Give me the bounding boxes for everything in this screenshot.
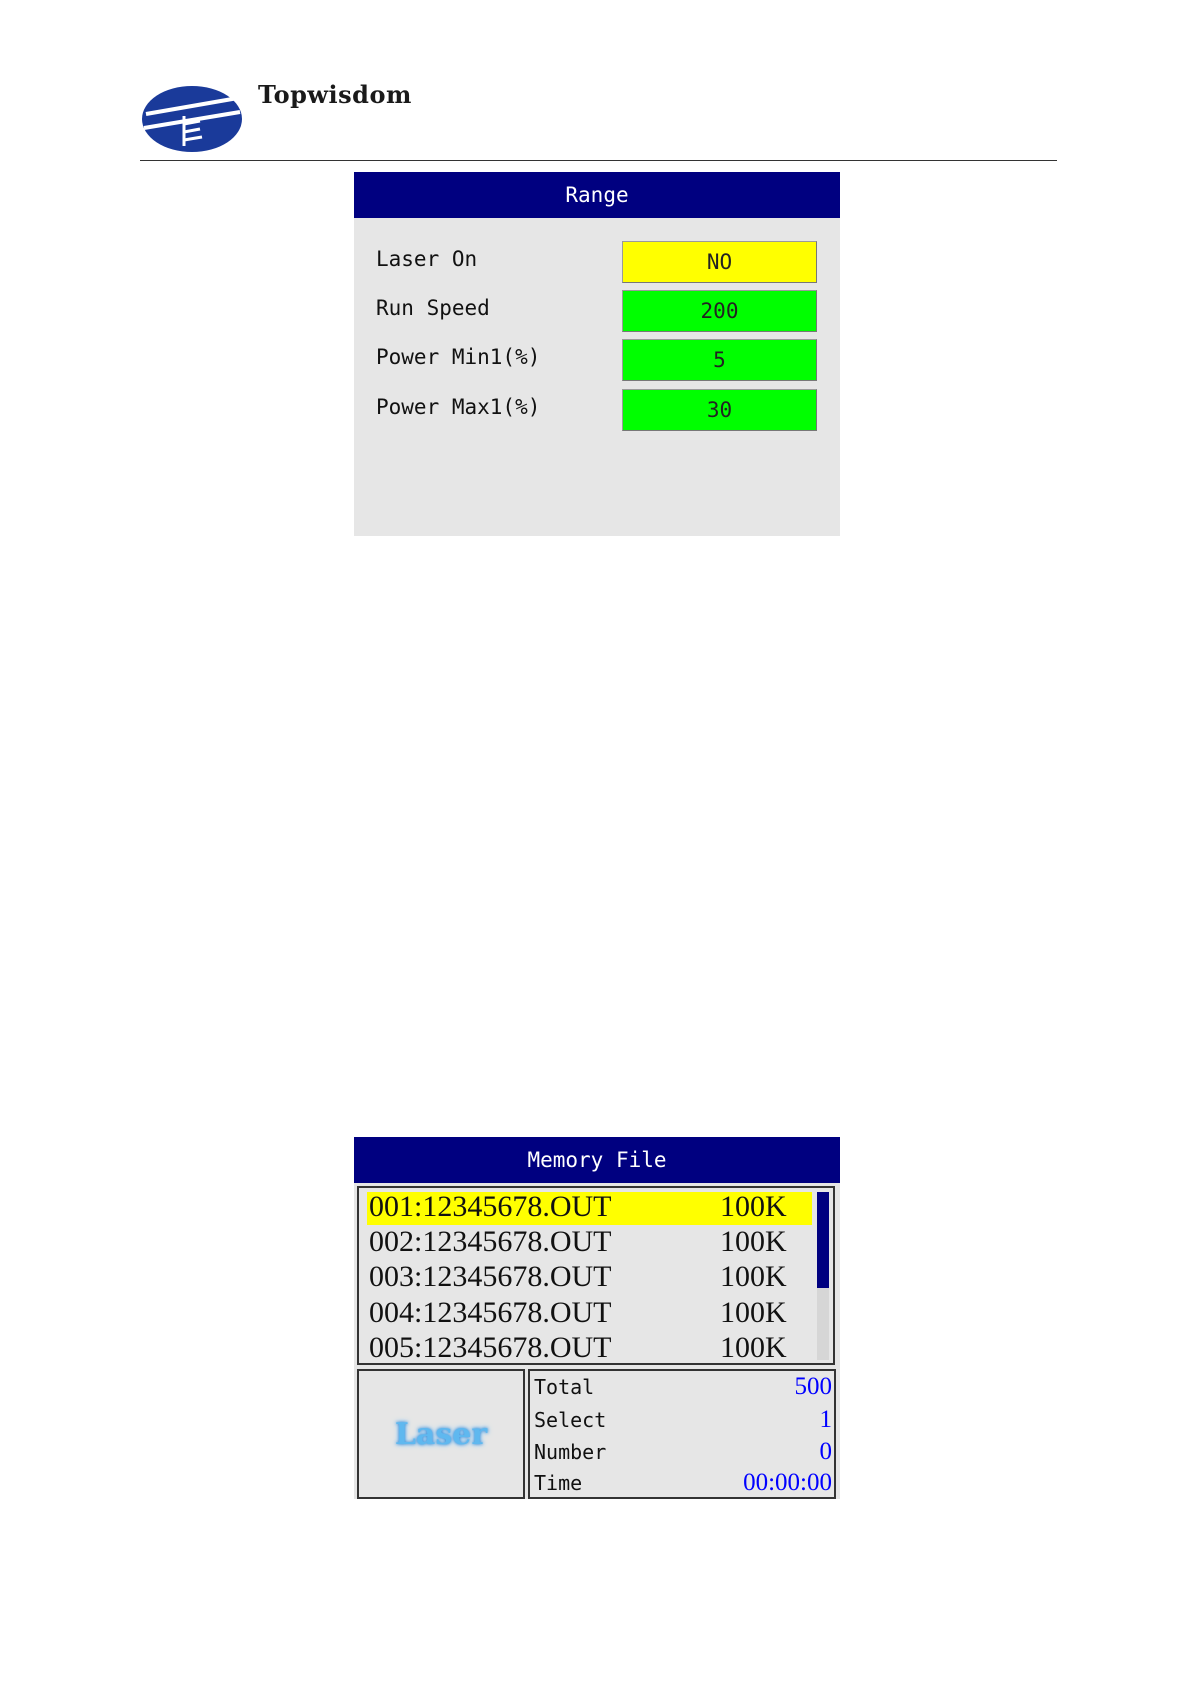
stat-row-time — [530, 1469, 834, 1501]
file-name: 001:12345678.OUT — [369, 1190, 612, 1223]
stat-label: Number — [534, 1440, 607, 1464]
stat-value: 500 — [794, 1373, 832, 1400]
header-divider — [140, 160, 1057, 161]
param-row-power-min — [354, 337, 840, 381]
list-item[interactable] — [367, 1298, 812, 1331]
file-list — [357, 1186, 835, 1365]
file-size: 100K — [720, 1296, 787, 1329]
param-row-power-max — [354, 387, 840, 431]
stat-row-number — [530, 1438, 834, 1470]
memory-panel-title: Memory File — [354, 1137, 840, 1183]
param-row-laser-on — [354, 239, 840, 283]
file-size: 100K — [720, 1260, 787, 1293]
run-speed-field[interactable]: 200 — [622, 290, 817, 332]
param-label: Laser On — [376, 247, 478, 271]
list-item[interactable] — [367, 1192, 812, 1225]
laser-on-field[interactable]: NO — [622, 241, 817, 283]
param-label: Power Max1(%) — [376, 395, 541, 419]
file-name: 004:12345678.OUT — [369, 1296, 612, 1329]
stats-box — [528, 1369, 836, 1499]
brand-name: Topwisdom — [258, 80, 412, 109]
param-label: Power Min1(%) — [376, 345, 541, 369]
file-size: 100K — [720, 1331, 787, 1364]
memory-file-panel — [354, 1137, 840, 1499]
power-min-field[interactable]: 5 — [622, 339, 817, 381]
stat-value: 0 — [819, 1438, 832, 1465]
list-item[interactable] — [367, 1333, 812, 1365]
param-row-run-speed — [354, 288, 840, 332]
file-size: 100K — [720, 1225, 787, 1258]
laser-label: Laser — [394, 1416, 488, 1452]
range-panel — [354, 172, 840, 536]
stat-value: 00:00:00 — [743, 1469, 832, 1496]
file-size: 100K — [720, 1190, 787, 1223]
stat-value: 1 — [819, 1406, 832, 1433]
stat-label: Total — [534, 1375, 595, 1399]
file-name: 002:12345678.OUT — [369, 1225, 612, 1258]
param-label: Run Speed — [376, 296, 490, 320]
list-item[interactable] — [367, 1227, 812, 1260]
scrollbar[interactable] — [817, 1192, 829, 1360]
file-name: 005:12345678.OUT — [369, 1331, 612, 1364]
stat-row-total — [530, 1373, 834, 1405]
power-max-field[interactable]: 30 — [622, 389, 817, 431]
list-item[interactable] — [367, 1262, 812, 1295]
stat-label: Time — [534, 1471, 583, 1495]
laser-indicator — [357, 1369, 525, 1499]
range-panel-title: Range — [354, 172, 840, 218]
stat-label: Select — [534, 1408, 607, 1432]
stat-row-select — [530, 1406, 834, 1438]
scrollbar-thumb[interactable] — [817, 1192, 829, 1288]
file-name: 003:12345678.OUT — [369, 1260, 612, 1293]
topwisdom-logo-icon — [140, 84, 244, 154]
